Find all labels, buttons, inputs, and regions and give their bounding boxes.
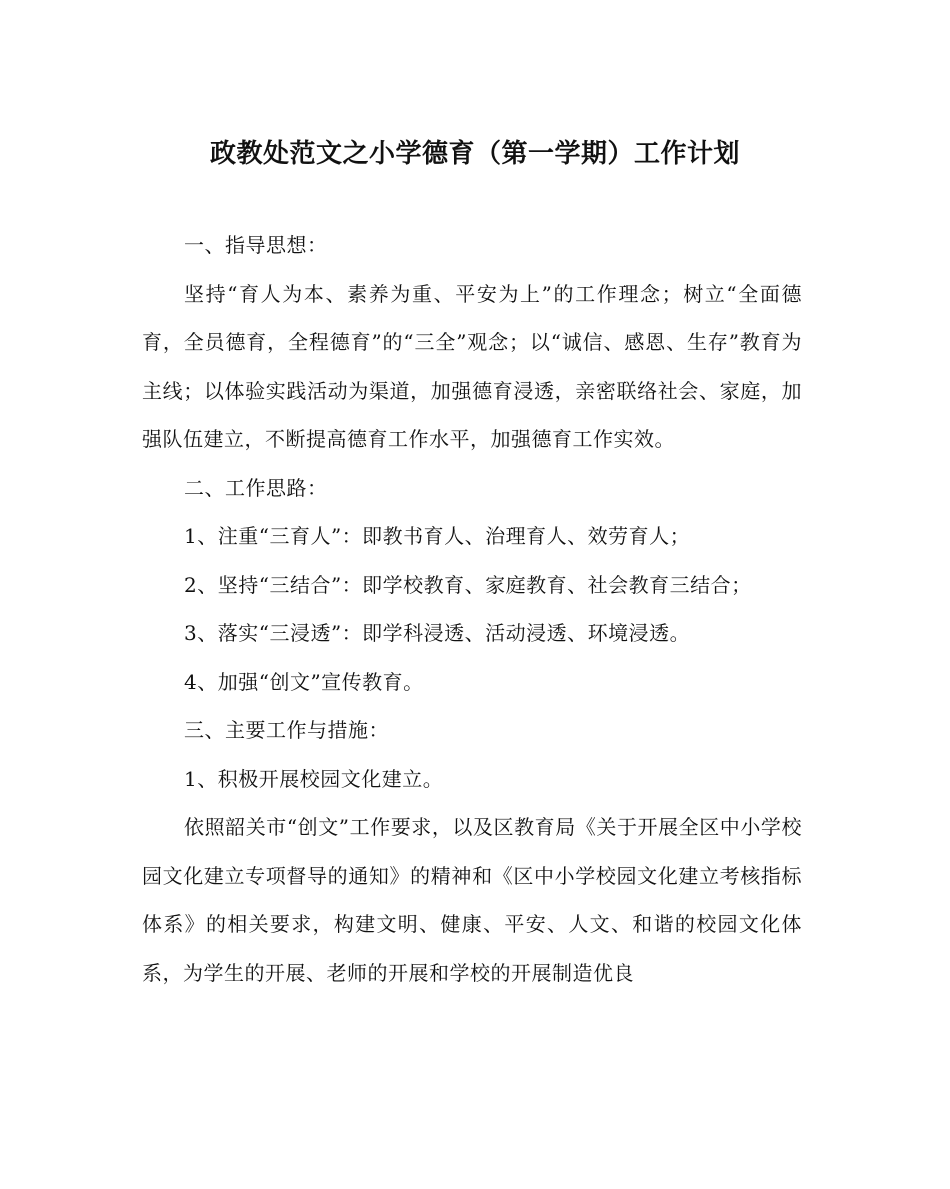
paragraph-campus-culture: 依照韶关市“创文”工作要求，以及区教育局《关于开展全区中小学校园文化建立专项督导的通知》的精神和《区中小学校园文化建立考核指标体系》的相关要求，构建文明、健康、平安、人文、和谐的校园文化体系，为学生的开展、老师的开展和学校的开展制造优良 (142, 815, 802, 985)
list-item-three-educations: 1、注重“三育人”：即教书育人、治理育人、效劳育人； (184, 524, 691, 548)
heading-guiding-thought: 一、指导思想： (184, 233, 328, 257)
document-title: 政教处范文之小学德育（第一学期）工作计划 (209, 139, 740, 169)
paragraph-guiding-thought: 坚持“育人为本、素养为重、平安为上”的工作理念；树立“全面德育，全员德育，全程德育”的“三全”观念；以“诚信、感恩、生存”教育为主线；以体验实践活动为渠道，加强德育浸透，亲密联络社会、家庭，加强队伍建立，不断提高德育工作水平，加强德育工作实效。 (142, 281, 802, 451)
heading-main-work-measures: 三、主要工作与措施： (184, 718, 389, 742)
heading-work-approach: 二、工作思路： (184, 475, 328, 500)
list-item-three-combinations: 2、坚持“三结合”：即学校教育、家庭教育、社会教育三结合； (184, 572, 752, 597)
subheading-campus-culture: 1、积极开展校园文化建立。 (184, 766, 444, 791)
list-item-civilization-publicity: 4、加强“创文”宣传教育。 (184, 669, 424, 694)
list-item-three-permeations: 3、落实“三浸透”：即学科浸透、活动浸透、环境浸透。 (184, 621, 691, 645)
document-body (142, 221, 802, 997)
